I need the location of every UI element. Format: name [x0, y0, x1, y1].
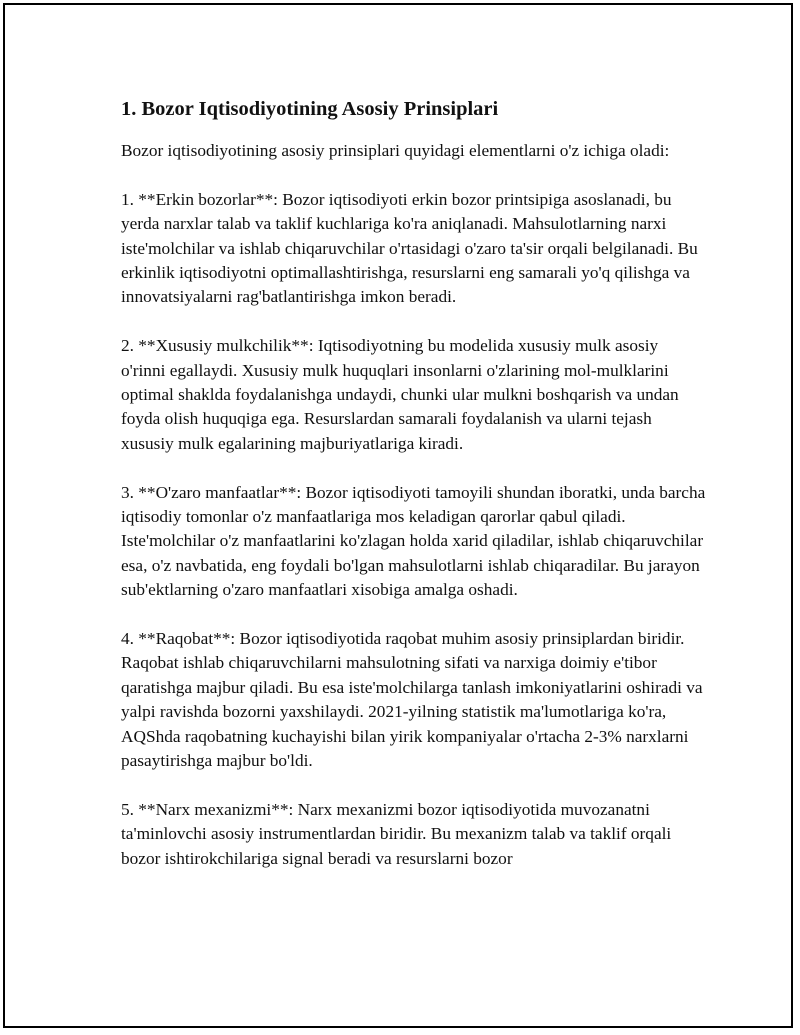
paragraph-erkin-bozorlar: 1. **Erkin bozorlar**: Bozor iqtisodiyoti erkin bozor printsipiga asoslanadi, bu yerda narxlar talab va taklif kuchlariga ko'ra aniqlanadi. Mahsulotlarning narxi iste'molchilar va ishlab chiqaruvchilar o'rtasidagi o'zaro ta'sir orqali belgilanadi. Bu erkinlik iqtisodiyotni optimallashtirishga, resurslarni eng samarali yo'q qilishga va innovatsiyalarni rag'batlantirishga imkon beradi. [121, 189, 698, 307]
paragraph-narx-mexanizmi: 5. **Narx mexanizmi**: Narx mexanizmi bozor iqtisodiyotida muvozanatni ta'minlovchi asosiy instrumentlardan biridir. Bu mexanizm talab va taklif orqali bozor ishtirokchilariga signal beradi va resurslarni bozor [121, 799, 672, 868]
paragraph-ozaro-manfaatlar: 3. **O'zaro manfaatlar**: Bozor iqtisodiyoti tamoyili shundan iboratki, unda barcha iqtisodiy tomonlar o'z manfaatlariga mos keladigan qarorlar qabul qiladi. Iste'molchilar o'z manfaatlarini ko'zlagan holda xarid qiladilar, ishlab chiqaruvchilar esa, o'z navbatida, eng foydali bo'lgan mahsulotlarni ishlab chiqaradilar. Bu jarayon sub'ektlarning o'zaro manfaatlari xisobiga amalga oshadi. [121, 482, 706, 600]
intro-paragraph: Bozor iqtisodiyotining asosiy prinsiplari quyidagi elementlarni o'z ichiga oladi: [121, 141, 670, 160]
paragraph-xususiy-mulkchilik: 2. **Xususiy mulkchilik**: Iqtisodiyotning bu modelida xususiy mulk asosiy o'rinni egallaydi. Xususiy mulk huquqlari insonlarni o'zlarining mol-mulklarini optimal shaklda foydalanishga undaydi, chunki ular mulkni boshqarish va undan foyda olish huquqiga ega. Resurslardan samarali foydalanish va ularni tejash xususiy mulk egalarining majburiyatlariga kiradi. [121, 336, 679, 453]
paragraph-raqobat: 4. **Raqobat**: Bozor iqtisodiyotida raqobat muhim asosiy prinsiplardan biridir. Raqobat ishlab chiqaruvchilarni mahsulotning sifati va narxiga doimiy e'tibor qaratishga majbur qiladi. Bu esa iste'molchilarga tanlash imkoniyatlarini oshiradi va yalpi ravishda bozorni yaxshilaydi. 2021-yilning statistik ma'lumotlariga ko'ra, AQShda raqobatning kuchayishi bilan yirik kompaniyalar o'rtacha 2-3% narxlarni pasaytirishga majbur bo'ldi. [121, 629, 703, 771]
document-content [121, 95, 706, 896]
section-title: 1. Bozor Iqtisodiyotining Asosiy Prinsiplari [121, 98, 499, 120]
document-page [3, 3, 793, 1028]
